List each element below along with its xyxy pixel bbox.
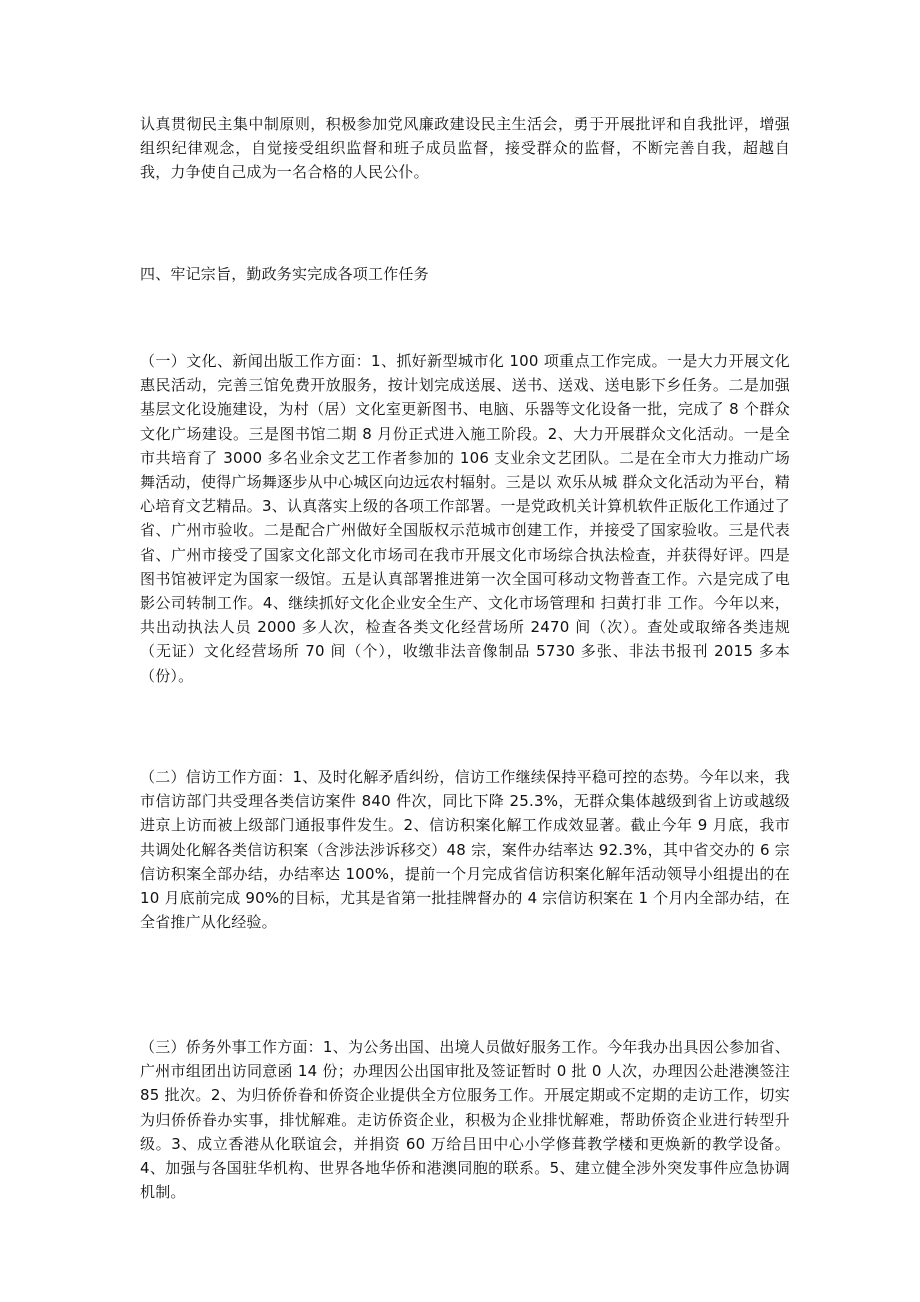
culture-paragraph: （一）文化、新闻出版工作方面：1、抓好新型城市化 100 项重点工作完成。一是大力开展文化惠民活动，完善三馆免费开放服务，按计划完成送展、送书、送戏、送电影下乡任务。二是加强基层文化设施建设，为村（居）文化室更新图书、电脑、乐器等文化设备一批，完成了 8 个群众文化广场建设。三是图书馆二期 8 月份正式进入施工阶段。2、大力开展群众文化活动。一是全市共培育了 3000 多名业余文艺工作者参加的 106 支业余文艺团队。二是在全市大力推动广场舞活动，使得广场舞逐步从中心城区向边远农村辐射。三是以 欢乐从城 群众文化活动为平台，精心培育文艺精品。3、认真落实上级的各项工作部署。一是党政机关计算机软件正版化工作通过了省、广州市验收。二是配合广州做好全国版权示范城市创建工作，并接受了国家验收。三是代表省、广州市接受了国家文化部文化市场司在我市开展文化市场综合执法检查，并获得好评。四是图书馆被评定为国家一级馆。五是认真部署推进第一次全国可移动文物普查工作。六是完成了电影公司转制工作。4、继续抓好文化企业安全生产、文化市场管理和 扫黄打非 工作。今年以来，共出动执法人员 2000 多人次，检查各类文化经营场所 2470 间（次）。查处或取缔各类违规（无证）文化经营场所 70 间（个），收缴非法音像制品 5730 多张、非法书报刊 2015 多本（份）。 xyxy=(140,352,790,685)
petition-paragraph: （二）信访工作方面：1、及时化解矛盾纠纷，信访工作继续保持平稳可控的态势。今年以来，我市信访部门共受理各类信访案件 840 件次，同比下降 25.3%，无群众集体越级到省上访或越级进京上访而被上级部门通报事件发生。2、信访积案化解工作成效显著。截止今年 9 月底，我市共调处化解各类信访积案（含涉法涉诉移交）48 宗，案件办结率达 92.3%，其中省交办的 6 宗信访积案全部办结，办结率达 100%，提前一个月完成省信访积案化解年活动领导小组提出的在 10 月底前完成 90%的目标，尤其是省第一批挂牌督办的 4 宗信访积案在 1 个月内全部办结，在全省推广从化经验。 xyxy=(140,768,790,932)
section-heading: 四、牢记宗旨，勤政务实完成各项工作任务 xyxy=(140,265,429,283)
overseas-affairs-paragraph: （三）侨务外事工作方面：1、为公务出国、出境人员做好服务工作。今年我办出具因公参加省、广州市组团出访同意函 14 份；办理因公出国审批及签证暂时 0 批 0 人次，办理因公赴港澳签注 85 批次。2、为归侨侨眷和侨资企业提供全方位服务工作。开展定期或不定期的走访工作，切实为归侨侨眷办实事，排忧解难。走访侨资企业，积极为企业排忧解难，帮助侨资企业进行转型升级。3、成立香港从化联谊会，并捐资 60 万给吕田中心小学修葺教学楼和更焕新的教学设备。4、加强与各国驻华机构、世界各地华侨和港澳同胞的联系。5、建立健全涉外突发事件应急协调机制。 xyxy=(140,1038,790,1202)
intro-paragraph: 认真贯彻民主集中制原则，积极参加党风廉政建设民主生活会，勇于开展批评和自我批评，增强组织纪律观念，自觉接受组织监督和班子成员监督，接受群众的监督，不断完善自我，超越自我，力争使自己成为一名合格的人民公仆。 xyxy=(140,115,790,182)
